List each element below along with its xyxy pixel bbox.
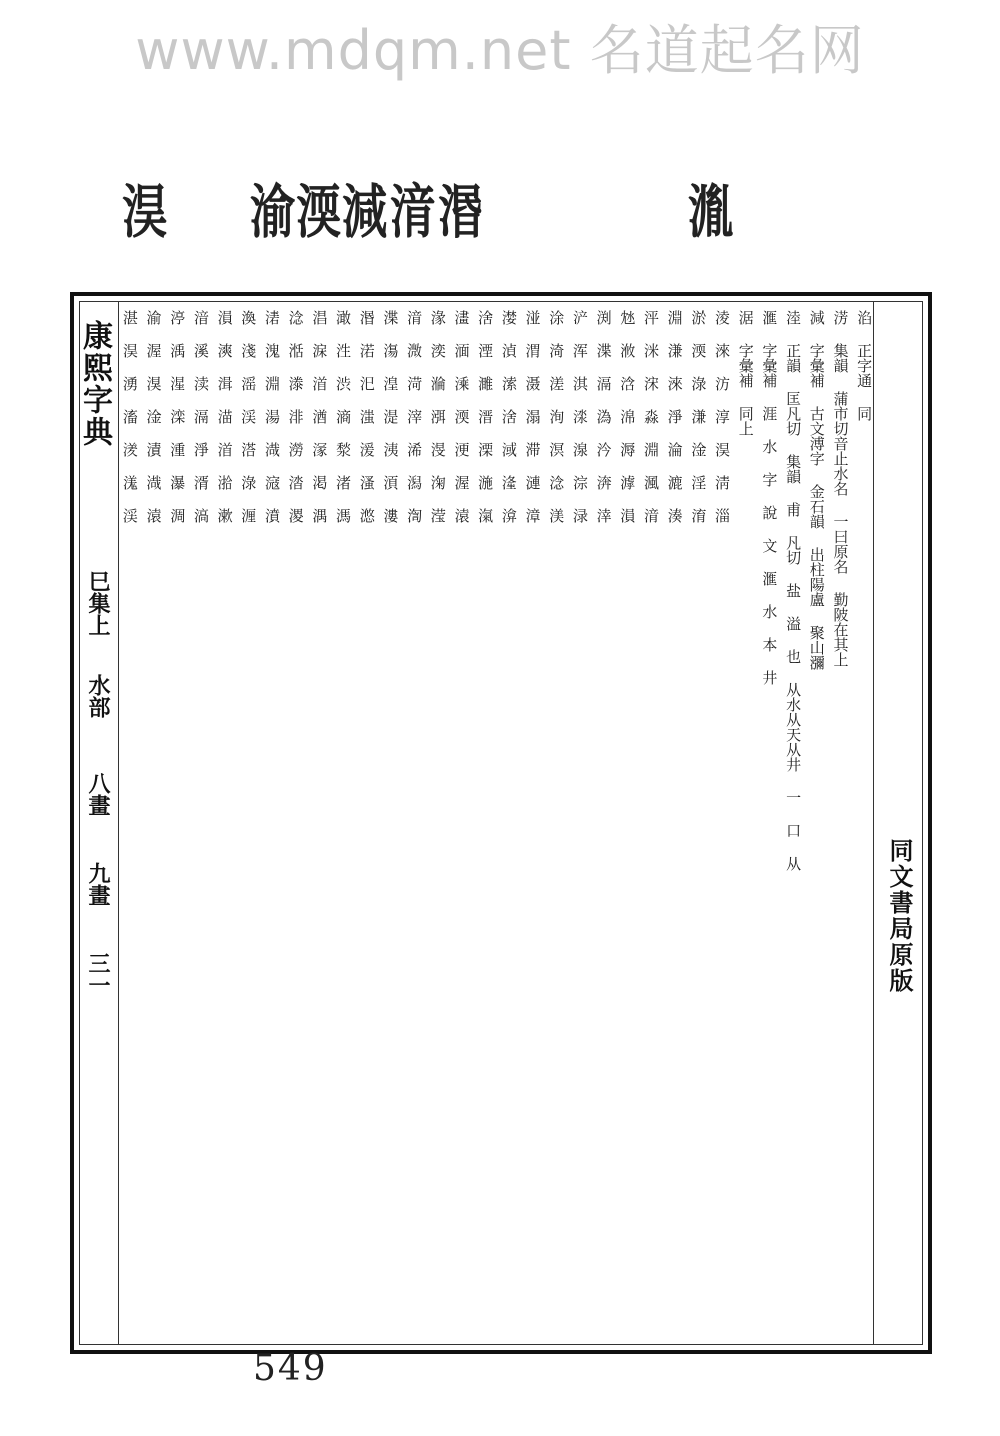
entry-column: 淕 正韻 匡凡切 集韻 甫 凡切 盐 溢 也 从水从天从井 一 口 从	[784, 310, 803, 871]
entry-column: 泙 洣 浨 淼 淵 渢 湇	[641, 310, 660, 523]
entry-column: 湆 溪 渎 滆 淨 湑 滈	[191, 310, 210, 523]
entry-column: 渙 淺 滛 渓 溚 淥 湹	[239, 310, 258, 523]
entry-column: 沊 浟 浛 淿 溽 滹 溳	[618, 310, 637, 523]
seal-glyph: 減	[342, 178, 388, 246]
seal-glyph: 湚	[688, 178, 734, 246]
watermark: www.mdqm.net 名道起名网	[135, 19, 865, 82]
seal-script-row	[0, 180, 1000, 250]
stroke-label-a: 八畫	[85, 772, 111, 816]
entry-column: 湴 渭 滠 溻 滞 漣 漳	[523, 310, 542, 523]
book-title: 康熙字典	[77, 320, 112, 448]
entry-column: 澅 湎 溗 渜 浭 渥 溒	[452, 310, 471, 523]
seal-glyph: 湣	[438, 178, 484, 246]
entry-column: 溳 漺 湒 渵 渞 湁 漱	[215, 310, 234, 523]
entry-column: 淊 正字通 同	[855, 310, 874, 421]
entry-column: 淐 淭 渞 湭 溕 渇 湡	[310, 310, 329, 523]
entry-column: 湣 渃 汜 滍 湲 溞 滺	[357, 310, 376, 523]
publisher-label: 同文書局原版	[885, 838, 914, 994]
entry-column: 涺 字彙補 同上	[736, 310, 755, 436]
dictionary-page-frame	[70, 292, 932, 1354]
entry-column: 漤 湞 溹 涻 淢 湰 渰	[499, 310, 518, 523]
entry-column: 湱 溾 淵 湯 渽 滱 濆	[262, 310, 281, 523]
entry-column: 浐 浑 淇 渁 湶 淙 渌	[570, 310, 589, 523]
entry-column: 淵 溓 淶 淨 淪 漉 湊	[665, 310, 684, 523]
entry-column: 渫 漡 湟 湜 洟 湏 漊	[381, 310, 400, 523]
entry-column: 淓 集韻 蒲市切音止水名 一曰原名 勤陂在其上	[831, 310, 850, 667]
volume-label: 巳集上	[85, 570, 111, 636]
entry-column: 淤 渜 淥 溓 淦 淫 淯	[689, 310, 708, 523]
page-inner-border	[79, 301, 923, 1345]
seal-glyph: 淏	[122, 178, 168, 246]
entry-column: 湪 湙 溣 渳 渂 淗 滢	[428, 310, 447, 523]
stroke-label-b: 九畫	[85, 862, 111, 906]
entry-column: 渝 渥 湨 淦 漬 渽 溒	[144, 310, 163, 523]
seal-glyph: 渝	[250, 178, 296, 246]
radical-label: 水部	[85, 674, 111, 718]
seal-glyph: 渜	[296, 178, 342, 246]
entry-column: 渟 渪 湦 滦 湩 瀑 淍	[168, 310, 187, 523]
entry-columns	[118, 302, 874, 1344]
page-number: 549	[253, 1348, 328, 1389]
seal-glyph: 湇	[390, 178, 436, 246]
page-index: 三一	[85, 952, 111, 996]
entry-column: 減 字彙補 古文溥字 金石韻 出柱陽盧 聚山瀰	[807, 310, 826, 670]
entry-column: 淩 淶 汸 淳 淏 淸 淄	[713, 310, 732, 523]
entry-column: 澉 泩 渋 滳 湬 渚 溤	[334, 310, 353, 523]
entry-column: 涂 渏 溠 洵 溟 淰 渼	[547, 310, 566, 523]
entry-column: 涻 湮 濉 溍 溧 湤 滊	[476, 310, 495, 523]
entry-column: 湛 淏 湧 滀 湵 溬 渓	[120, 310, 139, 523]
entry-column: 湇 溦 渮 滓 浠 潟 渹	[405, 310, 424, 523]
entry-column: 淰 湉 漛 渄 澇 涾 溭	[286, 310, 305, 523]
right-margin-column	[873, 302, 922, 1344]
entry-column: 渕 渫 滆 溈 汵 渀 涬	[594, 310, 613, 523]
entry-column: 滙 字彙補 涯 水 字 說 文 滙 水 本 井	[760, 310, 779, 685]
left-margin-column	[77, 302, 119, 1344]
